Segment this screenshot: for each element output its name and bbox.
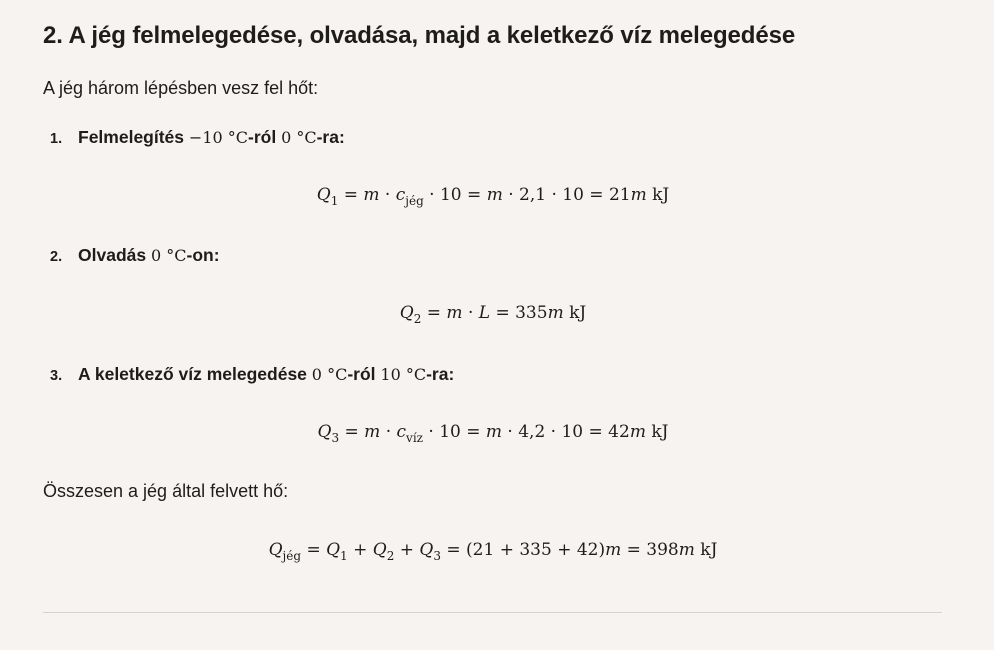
temperature-start: −10 °C — [188, 128, 248, 147]
step-connector: -ról — [248, 127, 277, 147]
step-1-heading — [43, 127, 345, 148]
step-number: 1. — [50, 131, 63, 147]
section-divider — [43, 612, 942, 613]
section-heading: 2. A jég felmelegedése, olvadása, majd a keletkező víz melegedése — [43, 22, 796, 49]
temperature-start: 0 °C — [311, 365, 348, 384]
step-2-heading — [43, 245, 220, 266]
step-connector: -ra: — [316, 127, 345, 147]
formula-q2: $Q_2 = m \cdot L = 335m$ kJ — [399, 303, 587, 326]
step-3-heading — [43, 364, 454, 385]
intro-text: A jég három lépésben vesz fel hőt: — [43, 78, 319, 98]
total-label: Összesen a jég által felvett hő: — [43, 481, 289, 501]
formula-total: $Q_{jég} = Q_1 + Q_2 + Q_3 = (21 + 335 + 42)m = 398m$ kJ — [268, 540, 718, 563]
temperature-end: 10 °C — [380, 365, 427, 384]
formula-q3: $Q_3 = m \cdot c_{víz} \cdot 10 = m \cdot 4,2 \cdot 10 = 42m$ kJ — [317, 422, 669, 445]
temperature-value: 0 °C — [150, 246, 187, 265]
formula-q1: $Q_1 = m \cdot c_{jég} \cdot 10 = m \cdot 2,1 \cdot 10 = 21m$ kJ — [316, 185, 670, 208]
step-title: A keletkező víz melegedése — [78, 364, 307, 384]
temperature-end: 0 °C — [281, 128, 317, 147]
step-connector: -on: — [186, 245, 220, 265]
step-connector: -ra: — [426, 364, 455, 384]
step-title: Olvadás — [78, 245, 147, 265]
step-connector: -ról — [347, 364, 376, 384]
step-title: Felmelegítés — [78, 127, 185, 147]
step-number: 2. — [50, 249, 63, 265]
step-number: 3. — [50, 368, 63, 384]
